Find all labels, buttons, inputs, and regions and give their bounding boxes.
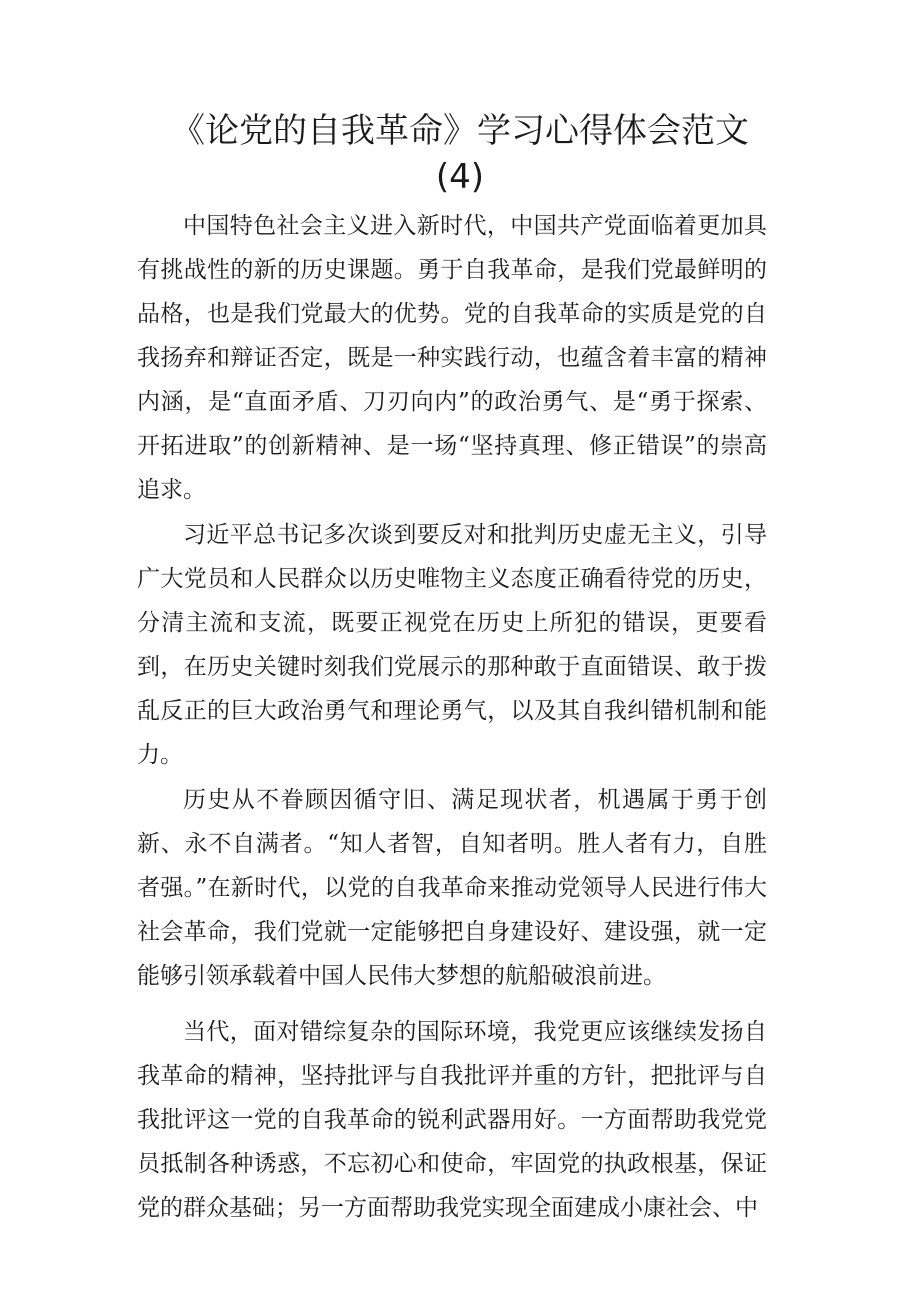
document-body	[137, 204, 767, 1230]
paragraph-4: 当代，面对错综复杂的国际环境，我党更应该继续发扬自我革命的精神，坚持批评与自我批评并重的方针，把批评与自我批评这一党的自我革命的锐利武器用好。一方面帮助我党党员抵制各种诱惑，不忘初心和使命，牢固党的执政根基，保证党的群众基础；另一方面帮助我党实现全面建成小康社会、中	[137, 1019, 767, 1221]
paragraph-3: 历史从不眷顾因循守旧、满足现状者，机遇属于勇于创新、永不自满者。“知人者智，自知者明。胜人者有力，自胜者强。”在新时代，以党的自我革命来推动党领导人民进行伟大社会革命，我们党就一定能够把自身建设好、建设强，就一定能够引领承载着中国人民伟大梦想的航船破浪前进。	[137, 787, 767, 989]
paragraph-1: 中国特色社会主义进入新时代，中国共产党面临着更加具有挑战性的新的历史课题。勇于自我革命，是我们党最鲜明的品格，也是我们党最大的优势。党的自我革命的实质是党的自我扬弃和辩证否定，既是一种实践行动，也蕴含着丰富的精神内涵，是“直面矛盾、刀刃向内”的政治勇气、是“勇于探索、开拓进取”的创新精神、是一场“坚持真理、修正错误”的崇高追求。	[137, 213, 767, 503]
title-line-main: 《论党的自我革命》学习心得体会范文	[171, 111, 749, 151]
title-line-number: (4)	[435, 157, 485, 197]
document-title	[0, 108, 920, 200]
paragraph-2: 习近平总书记多次谈到要反对和批判历史虚无主义，引导广大党员和人民群众以历史唯物主义态度正确看待党的历史，分清主流和支流，既要正视党在历史上所犯的错误，更要看到，在历史关键时刻我们党展示的那种敢于直面错误、敢于拨乱反正的巨大政治勇气和理论勇气，以及其自我纠错机制和能力。	[137, 522, 767, 768]
